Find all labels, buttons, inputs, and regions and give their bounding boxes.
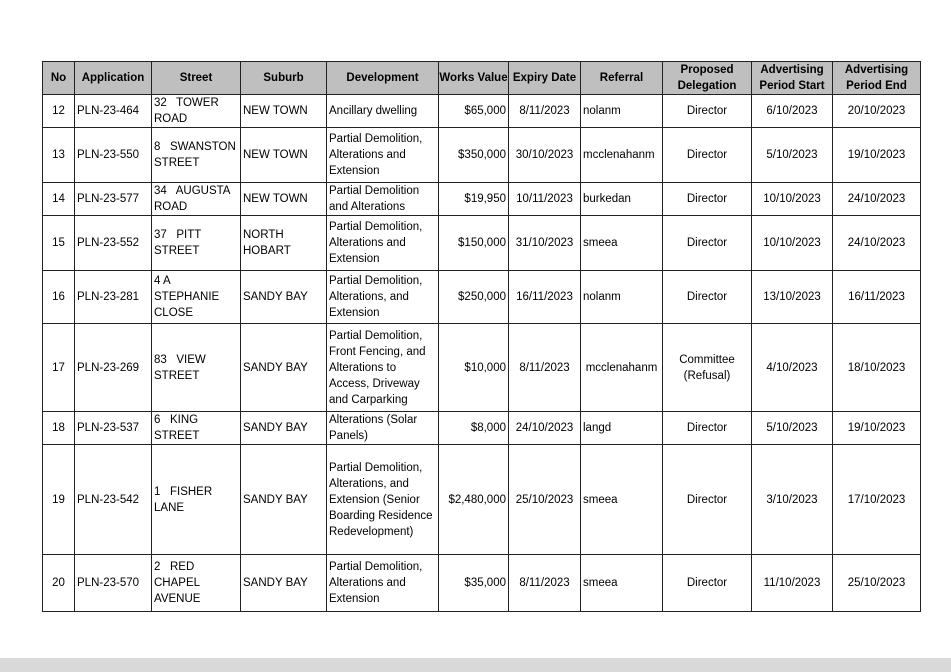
cell-referral: langd [581, 412, 663, 445]
cell-street: 83 VIEW STREET [152, 324, 241, 412]
table-row [43, 128, 921, 183]
cell-ad-end: 18/10/2023 [833, 324, 921, 412]
cell-expiry-date: 16/11/2023 [509, 271, 581, 324]
cell-no: 19 [43, 445, 75, 555]
cell-application: PLN-23-542 [75, 445, 152, 555]
cell-ad-start: 3/10/2023 [752, 445, 833, 555]
cell-works-value: $250,000 [439, 271, 509, 324]
cell-street: 1 FISHER LANE [152, 445, 241, 555]
cell-suburb: NEW TOWN [241, 128, 327, 183]
table-row [43, 271, 921, 324]
cell-ad-start: 5/10/2023 [752, 128, 833, 183]
cell-development: Partial Demolition, Front Fencing, and Alterations to Access, Driveway and Carparking [327, 324, 439, 412]
cell-works-value: $150,000 [439, 216, 509, 271]
cell-application: PLN-23-577 [75, 183, 152, 216]
cell-expiry-date: 31/10/2023 [509, 216, 581, 271]
cell-development: Partial Demolition, Alterations and Extension [327, 555, 439, 612]
cell-development: Partial Demolition, Alterations and Extension [327, 216, 439, 271]
cell-suburb: SANDY BAY [241, 412, 327, 445]
header-application: Application [75, 62, 152, 95]
cell-application: PLN-23-281 [75, 271, 152, 324]
cell-suburb: NEW TOWN [241, 95, 327, 128]
page-bottom-margin [0, 658, 951, 672]
cell-development: Alterations (Solar Panels) [327, 412, 439, 445]
cell-delegation: Director [663, 555, 752, 612]
cell-application: PLN-23-552 [75, 216, 152, 271]
cell-no: 20 [43, 555, 75, 612]
cell-suburb: NEW TOWN [241, 183, 327, 216]
cell-ad-start: 10/10/2023 [752, 183, 833, 216]
cell-no: 16 [43, 271, 75, 324]
cell-ad-end: 20/10/2023 [833, 95, 921, 128]
header-proposed-delegation: Proposed Delegation [663, 62, 752, 95]
cell-application: PLN-23-269 [75, 324, 152, 412]
cell-ad-end: 17/10/2023 [833, 445, 921, 555]
table-row [43, 412, 921, 445]
cell-ad-start: 10/10/2023 [752, 216, 833, 271]
cell-delegation: Director [663, 445, 752, 555]
cell-delegation: Director [663, 216, 752, 271]
cell-works-value: $2,480,000 [439, 445, 509, 555]
cell-no: 13 [43, 128, 75, 183]
cell-works-value: $35,000 [439, 555, 509, 612]
cell-works-value: $10,000 [439, 324, 509, 412]
cell-referral: burkedan [581, 183, 663, 216]
cell-delegation: Director [663, 271, 752, 324]
cell-works-value: $65,000 [439, 95, 509, 128]
cell-suburb: SANDY BAY [241, 445, 327, 555]
cell-ad-end: 24/10/2023 [833, 216, 921, 271]
header-suburb: Suburb [241, 62, 327, 95]
table-row [43, 95, 921, 128]
cell-referral: mcclenahanm [581, 324, 663, 412]
cell-delegation: Committee (Refusal) [663, 324, 752, 412]
cell-application: PLN-23-570 [75, 555, 152, 612]
cell-delegation: Director [663, 95, 752, 128]
table-row [43, 324, 921, 412]
cell-ad-end: 16/11/2023 [833, 271, 921, 324]
cell-expiry-date: 24/10/2023 [509, 412, 581, 445]
cell-development: Partial Demolition, Alterations and Extension [327, 128, 439, 183]
cell-referral: smeea [581, 445, 663, 555]
cell-no: 12 [43, 95, 75, 128]
cell-delegation: Director [663, 183, 752, 216]
cell-application: PLN-23-550 [75, 128, 152, 183]
cell-referral: mcclenahanm [581, 128, 663, 183]
cell-ad-start: 11/10/2023 [752, 555, 833, 612]
cell-expiry-date: 8/11/2023 [509, 555, 581, 612]
cell-works-value: $350,000 [439, 128, 509, 183]
cell-referral: nolanm [581, 95, 663, 128]
cell-development: Partial Demolition and Alterations [327, 183, 439, 216]
cell-ad-end: 24/10/2023 [833, 183, 921, 216]
cell-suburb: SANDY BAY [241, 555, 327, 612]
cell-delegation: Director [663, 412, 752, 445]
cell-street: 6 KING STREET [152, 412, 241, 445]
cell-no: 15 [43, 216, 75, 271]
cell-works-value: $8,000 [439, 412, 509, 445]
header-referral: Referral [581, 62, 663, 95]
table-row [43, 555, 921, 612]
cell-street: 2 RED CHAPEL AVENUE [152, 555, 241, 612]
cell-expiry-date: 10/11/2023 [509, 183, 581, 216]
cell-expiry-date: 8/11/2023 [509, 324, 581, 412]
header-expiry-date: Expiry Date [509, 62, 581, 95]
header-street: Street [152, 62, 241, 95]
cell-referral: smeea [581, 555, 663, 612]
cell-no: 14 [43, 183, 75, 216]
cell-development: Ancillary dwelling [327, 95, 439, 128]
cell-ad-end: 25/10/2023 [833, 555, 921, 612]
table-row [43, 445, 921, 555]
cell-street: 8 SWANSTON STREET [152, 128, 241, 183]
cell-suburb: SANDY BAY [241, 271, 327, 324]
cell-street: 34 AUGUSTA ROAD [152, 183, 241, 216]
cell-referral: smeea [581, 216, 663, 271]
applications-table [42, 61, 921, 612]
cell-no: 18 [43, 412, 75, 445]
header-no: No [43, 62, 75, 95]
cell-suburb: SANDY BAY [241, 324, 327, 412]
table-row [43, 183, 921, 216]
cell-street: 37 PITT STREET [152, 216, 241, 271]
cell-development: Partial Demolition, Alterations, and Extension (Senior Boarding Residence Redevelopment) [327, 445, 439, 555]
cell-expiry-date: 25/10/2023 [509, 445, 581, 555]
cell-expiry-date: 8/11/2023 [509, 95, 581, 128]
cell-ad-start: 4/10/2023 [752, 324, 833, 412]
cell-delegation: Director [663, 128, 752, 183]
header-development: Development [327, 62, 439, 95]
cell-works-value: $19,950 [439, 183, 509, 216]
cell-no: 17 [43, 324, 75, 412]
header-advertising-end: Advertising Period End [833, 62, 921, 95]
cell-expiry-date: 30/10/2023 [509, 128, 581, 183]
cell-ad-start: 5/10/2023 [752, 412, 833, 445]
cell-application: PLN-23-537 [75, 412, 152, 445]
cell-ad-start: 13/10/2023 [752, 271, 833, 324]
cell-street: 4 A STEPHANIE CLOSE [152, 271, 241, 324]
header-advertising-start: Advertising Period Start [752, 62, 833, 95]
table-row [43, 216, 921, 271]
cell-suburb: NORTH HOBART [241, 216, 327, 271]
cell-ad-end: 19/10/2023 [833, 128, 921, 183]
cell-ad-start: 6/10/2023 [752, 95, 833, 128]
cell-development: Partial Demolition, Alterations, and Extension [327, 271, 439, 324]
cell-ad-end: 19/10/2023 [833, 412, 921, 445]
cell-application: PLN-23-464 [75, 95, 152, 128]
cell-referral: nolanm [581, 271, 663, 324]
header-works-value: Works Value [439, 62, 509, 95]
table-header-row [43, 62, 921, 95]
cell-street: 32 TOWER ROAD [152, 95, 241, 128]
